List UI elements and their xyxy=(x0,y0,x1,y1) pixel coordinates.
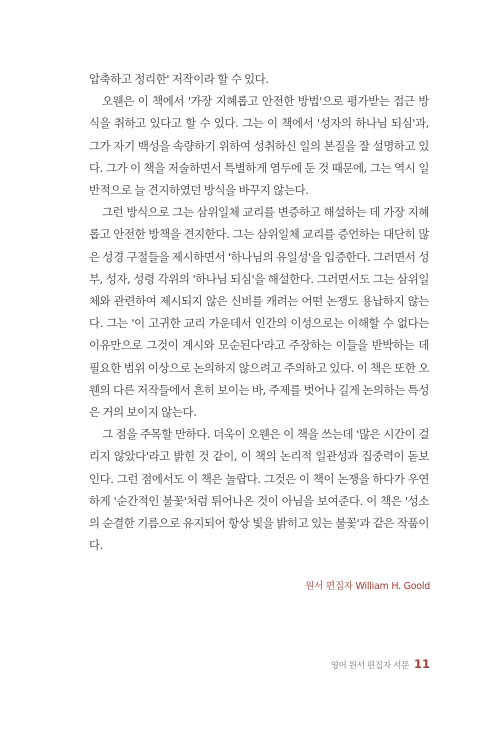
paragraph: 오웬은 이 책에서 '가장 지혜롭고 안전한 방법'으로 평가받는 접근 방식을 취하고 있다고 할 수 있다. 그는 이 책에서 '성자의 하나님 되심'과, 그가 자기 백성을 속량하기 위하여 성취하신 일의 본질을 잘 설명하고 있다. 그가 이 책을 저술하면서 특별하게 염두에 둔 것 때문에, 그는 역시 일반적으로 늘 견지하였던 방식을 바꾸지 않는다. xyxy=(89,94,429,198)
page-number: 11 xyxy=(413,657,430,671)
editor-byline: 원서 편집자 William H. Goold xyxy=(305,581,430,592)
paragraph: 그런 방식으로 그는 삼위일체 교리를 변증하고 해설하는 데 가장 지혜롭고 안전한 방책을 견지한다. 그는 삼위일체 교리를 증언하는 대단히 많은 성경 구절들을 제시하면서 '하나님의 유일성'을 입증한다. 그러면서 성부, 성자, 성령 각위의 '하나님 되심'을 해설한다. 그러면서도 그는 삼위일체와 관련하여 제시되지 않은 신비를 캐려는 어떤 논쟁도 용납하지 않는다. 그는 '이 고귀한 교리 가운데서 인간의 이성으로는 이해할 수 없다는 이유만으로 그것이 계시와 모순된다'라고 주장하는 이들을 반박하는 데 필요한 범위 이상으로 논의하지 않으려고 주의하고 있다. 이 책은 또한 오웬의 다른 저작들에서 흔히 보이는 바, 주제를 벗어나 길게 논의하는 특성은 거의 보이지 않는다. xyxy=(89,205,429,420)
paragraph-continuation: 압축하고 정리한' 저작이라 할 수 있다. xyxy=(89,72,269,86)
paragraph: 그 점을 주목할 만하다. 더욱이 오웬은 이 책을 쓰는데 '많은 시간이 걸리지 않았다'라고 밝힌 것 같이, 이 책의 논리적 일관성과 집중력이 돋보인다. 그런 점에서도 이 책은 놀랍다. 그것은 이 책이 논쟁을 하다가 우연하게 '순간적인 불꽃'처럼 튀어나온 것이 아님을 보여준다. 이 책은 '성소의 순결한 기름으로 유지되어 항상 빛을 밝히고 있는 불꽃'과 같은 작품이다. xyxy=(89,427,429,553)
running-footer-title: 영어 원서 편집자 서문 xyxy=(330,661,409,671)
page-footer xyxy=(331,657,430,671)
body-text xyxy=(89,68,429,556)
